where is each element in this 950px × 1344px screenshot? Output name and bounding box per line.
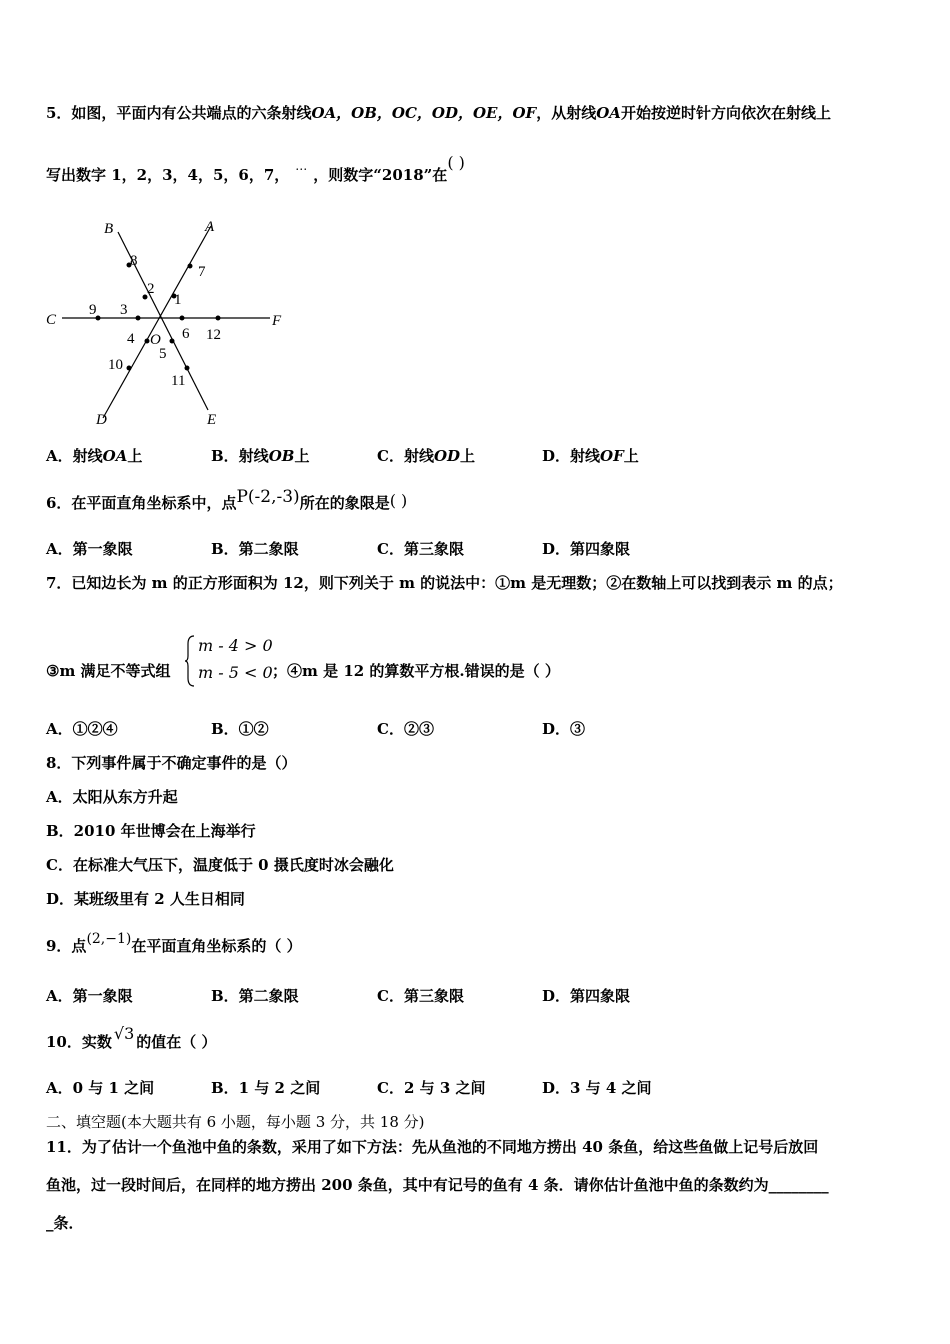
q6-option-b[interactable]: B．第二象限 [211,540,299,558]
q7-option-a[interactable]: A．①②④ [46,720,118,738]
num-8: 8 [130,253,138,269]
q11-line3: _条． [46,1214,84,1232]
q5-paren: ( ) [447,153,465,172]
num-9: 9 [89,302,97,318]
num-2: 2 [147,281,155,297]
q6-point: P(-2,-3) [236,487,300,507]
label-c: C [46,312,57,328]
q8-option-d[interactable]: D．某班级里有 2 人生日相同 [46,890,245,908]
q10-option-b[interactable]: B．1 与 2 之间 [211,1079,321,1097]
q7-option-b[interactable]: B．①② [211,720,269,738]
q5-line2-text: 写出数字 1，2，3，4，5，6，7， [46,166,290,184]
q11-line2: 鱼池，过一段时间后，在同样的地方捞出 200 条鱼，其中有记号的鱼有 4 条．请你估计鱼池中鱼的条数约为________ [46,1176,829,1194]
q8-option-a[interactable]: A．太阳从东方升起 [46,788,178,806]
q5-option-c[interactable]: C．射线OD上 [377,447,476,465]
q8-option-c[interactable]: C．在标准大气压下，温度低于 0 摄氏度时冰会融化 [46,856,394,874]
q5-text: 5．如图，平面内有公共端点的六条射线 [46,104,312,122]
q6-option-a[interactable]: A．第一象限 [46,540,133,558]
q8-text: 8．下列事件属于不确定事件的是（） [46,754,297,772]
q10-option-c[interactable]: C．2 与 3 之间 [377,1079,486,1097]
ray-oa-od [103,226,211,418]
num-5: 5 [159,346,167,362]
q10-text: 10．实数 [46,1033,112,1051]
num-10: 10 [108,357,123,373]
q6-text: 6．在平面直角坐标系中，点 [46,494,237,512]
q5-line1 [46,103,831,123]
q6-paren: ( ) [389,491,408,510]
num-11: 11 [171,373,186,389]
q9-option-a[interactable]: A．第一象限 [46,987,133,1005]
q5-oa: OA [596,104,621,122]
q9-point: (2,−1) [86,931,132,947]
q10-text-b: 的值在（ ） [136,1033,217,1051]
q9-option-d[interactable]: D．第四象限 [542,987,631,1005]
label-f: F [272,313,282,329]
q5-option-b[interactable]: B．射线OB上 [211,447,310,465]
label-a: A [205,219,215,235]
q5-ellipsis: … [295,159,308,173]
q6-option-d[interactable]: D．第四象限 [542,540,631,558]
q6-option-c[interactable]: C．第三象限 [377,540,464,558]
q6-line [46,487,408,513]
q10-line [46,1024,217,1052]
q7-line2a: ③m 满足不等式组 [46,662,171,680]
q7-brace [184,634,198,688]
q9-text-b: 在平面直角坐标系的（ ） [131,937,302,955]
q6-text-b: 所在的象限是 [299,494,390,512]
label-b: B [104,221,114,237]
q9-line [46,931,302,957]
q7-line2b: ；④m 是 12 的算数平方根.错误的是（ ） [272,662,560,680]
q5-figure [40,210,300,440]
q7-ineq1: m - 4 > 0 [198,636,273,655]
q9-option-b[interactable]: B．第二象限 [211,987,299,1005]
num-1: 1 [174,292,182,308]
num-3: 3 [120,302,128,318]
q10-radical: √3 [113,1024,135,1043]
q8-option-b[interactable]: B．2010 年世博会在上海举行 [46,822,256,840]
q9-option-c[interactable]: C．第三象限 [377,987,464,1005]
num-6: 6 [182,326,190,342]
q5-text-c: 开始按逆时针方向依次在射线上 [620,104,831,122]
q5-line2 [46,153,465,186]
section-2-title: 二、填空题(本大题共有 6 小题，每小题 3 分，共 18 分) [46,1113,425,1131]
q5-option-d[interactable]: D．射线OF上 [542,447,639,465]
label-o: O [150,332,161,348]
num-12: 12 [206,327,221,343]
q9-text: 9．点 [46,937,87,955]
num-4: 4 [127,331,135,347]
q5-rays: OA，OB，OC，OD，OE，OF [311,104,537,122]
num-7: 7 [198,264,206,280]
label-d: D [96,412,107,428]
q7-option-d[interactable]: D．③ [542,720,586,738]
q7-line1: 7．已知边长为 m 的正方形面积为 12，则下列关于 m 的说法中：①m 是无理数；②在数轴上可以找到表示 m 的点； [46,574,843,592]
q7-ineq2: m - 5 < 0 [198,663,273,682]
q10-option-d[interactable]: D．3 与 4 之间 [542,1079,652,1097]
q5-text-b: ，从射线 [536,104,597,122]
label-e: E [207,412,217,428]
q11-line1: 11．为了估计一个鱼池中鱼的条数，采用了如下方法：先从鱼池的不同地方捞出 40 条鱼，给这些鱼做上记号后放回 [46,1138,819,1156]
q5-line2-text-b: ，则数字“2018”在 [313,166,448,184]
q5-option-a[interactable]: A．射线OA上 [46,447,143,465]
q7-option-c[interactable]: C．②③ [377,720,434,738]
q10-option-a[interactable]: A．0 与 1 之间 [46,1079,155,1097]
